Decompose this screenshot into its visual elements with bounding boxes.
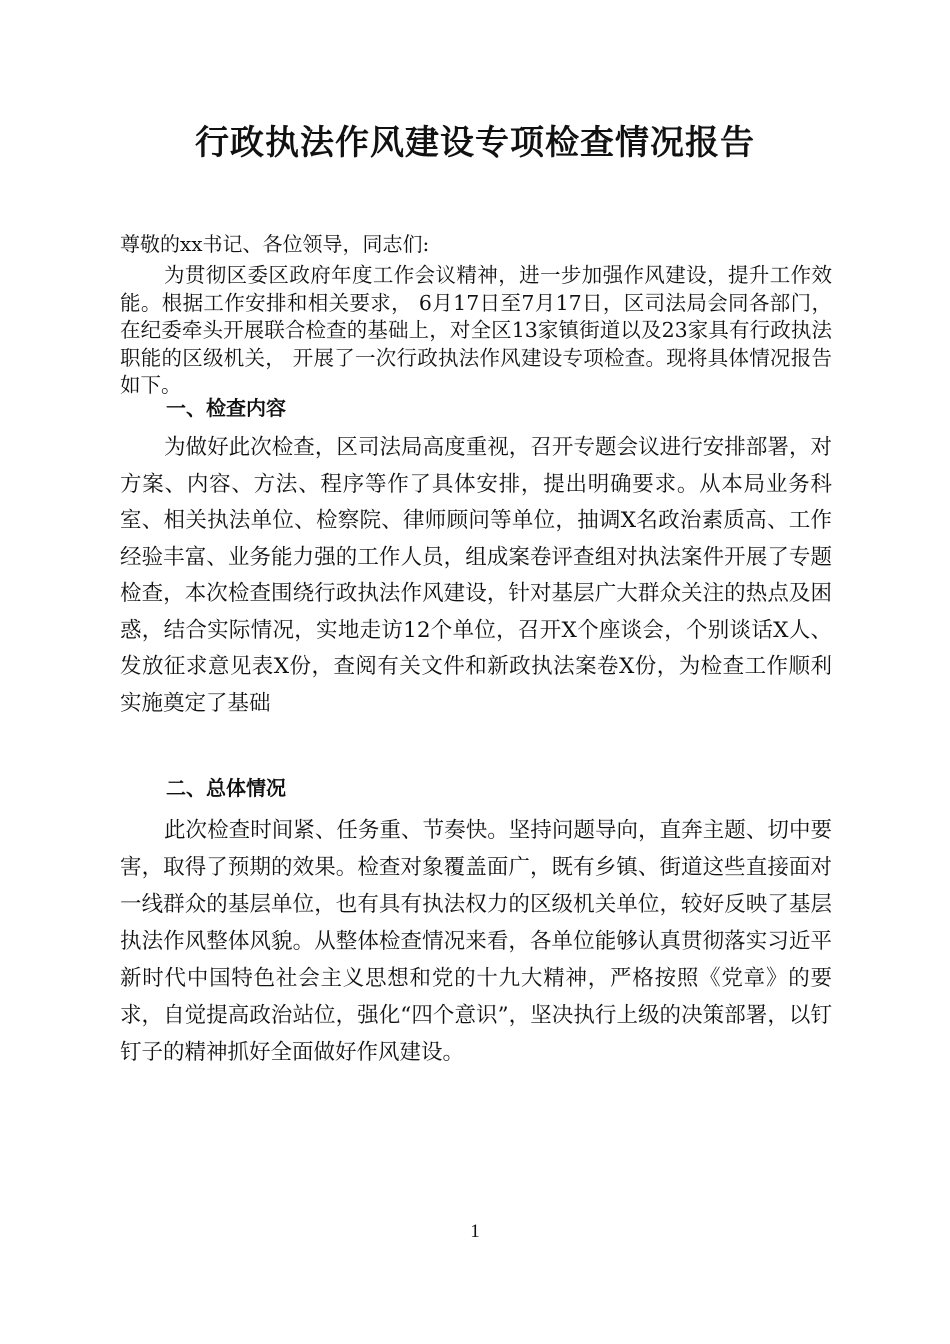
document-title: 行政执法作风建设专项检查情况报告	[195, 123, 755, 163]
section-body-overall-situation: 此次检查时间紧、任务重、节奏快。坚持问题导向，直奔主题、切中要害，取得了预期的效果。检查对象覆盖面广，既有乡镇、街道这些直接面对一线群众的基层单位，也有具有执法权力的区级机关单位，较好反映了基层执法作风整体风貌。从整体检查情况来看，各单位能够认真贯彻落实习近平新时代中国特色社会主义思想和党的十九大精神，严格按照《党章》的要求，自觉提高政治站位，强化“四个意识”，坚决执行上级的决策部署，以钉钉子的精神抓好全面做好作风建设。	[120, 818, 832, 1065]
page-number: 1	[470, 1221, 480, 1242]
salutation: 尊敬的xx书记、各位领导，同志们:	[120, 232, 430, 256]
section-heading-overall-situation: 二、总体情况	[166, 776, 286, 800]
intro-paragraph: 为贯彻区委区政府年度工作会议精神，进一步加强作风建设，提升工作效能。根据工作安排和相关要求， 6月17日至7月17日，区司法局会同各部门，在纪委牵头开展联合检查的基础上，对全区13家镇街道以及23家具有行政执法职能的区级机关， 开展了一次行政执法作风建设专项检查。现将具体情况报告如下。	[120, 263, 832, 397]
section-heading-inspection-content: 一、检查内容	[166, 396, 286, 420]
section-body-inspection-content: 为做好此次检查，区司法局高度重视，召开专题会议进行安排部署，对方案、内容、方法、程序等作了具体安排，提出明确要求。从本局业务科室、相关执法单位、检察院、律师顾问等单位，抽调X名政治素质高、工作经验丰富、业务能力强的工作人员，组成案卷评查组对执法案件开展了专题检查，本次检查围绕行政执法作风建设，针对基层广大群众关注的热点及困惑，结合实际情况，实地走访12个单位，召开X个座谈会，个别谈话X人、发放征求意见表X份，查阅有关文件和新政执法案卷X份，为检查工作顺利实施奠定了基础	[120, 435, 832, 716]
